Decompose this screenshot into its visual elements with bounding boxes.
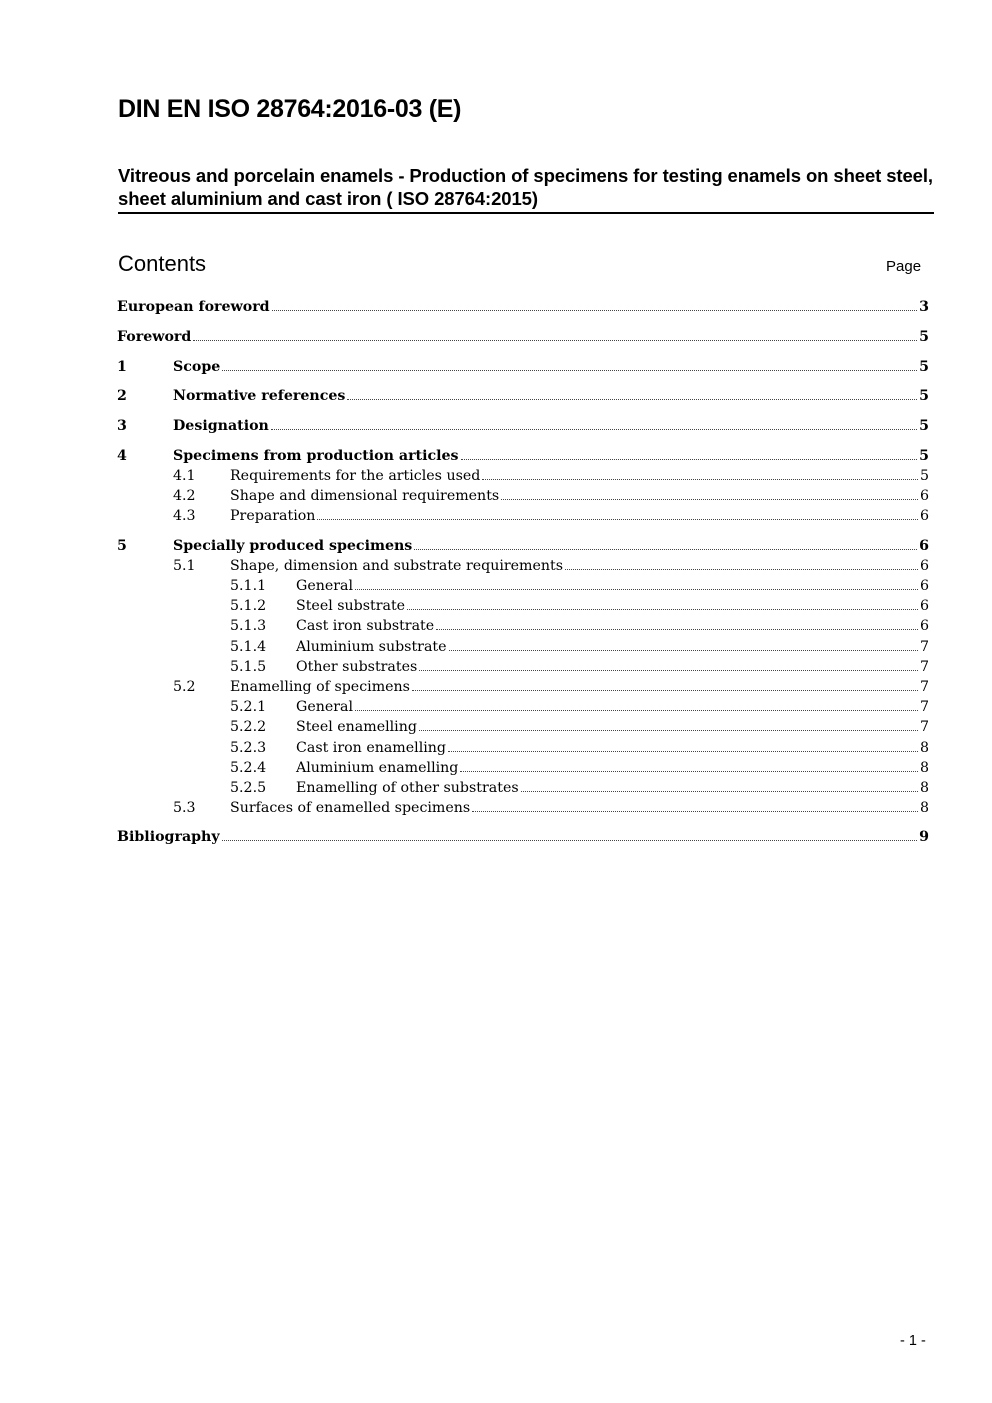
toc-entry-number: 2 [117, 388, 127, 404]
toc-entry-page: 6 [919, 538, 929, 554]
toc-entry[interactable] [117, 657, 929, 677]
toc-entry[interactable] [117, 506, 929, 526]
toc-entry[interactable] [117, 357, 929, 377]
toc-entry-title: Steel enamelling [296, 719, 417, 735]
toc-dot-leader [449, 650, 918, 651]
toc-entry[interactable] [117, 827, 929, 847]
toc-entry-line [173, 357, 929, 377]
toc-entry[interactable] [117, 297, 929, 317]
toc-entry-title: Surfaces of enamelled specimens [230, 800, 471, 816]
toc-entry-line [230, 556, 929, 576]
toc-entry-page: 8 [919, 800, 929, 816]
toc-dot-leader [272, 310, 918, 311]
toc-entry-line [173, 536, 929, 556]
toc-entry-number: 3 [117, 418, 127, 434]
toc-dot-leader [271, 429, 917, 430]
toc-entry[interactable] [117, 697, 929, 717]
toc-entry-line [230, 486, 929, 506]
toc-entry-number: 5 [117, 538, 127, 554]
toc-entry-number: 5.2.2 [230, 719, 267, 735]
toc-entry-line [230, 506, 929, 526]
toc-entry-page: 8 [919, 780, 929, 796]
toc-entry-title: Preparation [230, 508, 316, 524]
toc-entry-line [230, 798, 929, 818]
contents-heading: Contents [118, 251, 207, 276]
toc-entry-title: General [296, 578, 354, 594]
toc-entry-page: 7 [919, 719, 929, 735]
toc-entry-number: 5.1.3 [230, 618, 267, 634]
toc-entry-title: Enamelling of specimens [230, 679, 410, 695]
toc-entry-number: 4.1 [173, 468, 196, 484]
toc-entry-line [296, 637, 929, 657]
toc-entry-number: 5.2.1 [230, 699, 267, 715]
toc-entry-page: 5 [919, 388, 929, 404]
toc-dot-leader [448, 751, 918, 752]
toc-entry-title: Foreword [117, 329, 192, 345]
toc-entry-line [296, 778, 929, 798]
toc-entry-line [296, 576, 929, 596]
document-subtitle: Vitreous and porcelain enamels - Production of specimens for testing enamels on sheet steel, sheet aluminium and cast iron ( ISO 28764:2015) [118, 164, 934, 214]
toc-entry[interactable] [117, 798, 929, 818]
toc-entry-line [117, 827, 929, 847]
toc-entry-number: 1 [117, 359, 127, 375]
toc-entry[interactable] [117, 758, 929, 778]
toc-entry-page: 6 [919, 578, 929, 594]
toc-dot-leader [407, 609, 918, 610]
toc-entry-page: 6 [919, 558, 929, 574]
toc-entry[interactable] [117, 556, 929, 576]
toc-entry[interactable] [117, 386, 929, 406]
toc-entry-title: Cast iron enamelling [296, 740, 446, 756]
toc-entry-title: European foreword [117, 299, 270, 315]
toc-entry-line [230, 677, 929, 697]
toc-entry-line [296, 697, 929, 717]
toc-entry-line [117, 327, 929, 347]
toc-entry-page: 6 [919, 488, 929, 504]
toc-entry-page: 6 [919, 618, 929, 634]
toc-dot-leader [222, 370, 917, 371]
document-id: DIN EN ISO 28764:2016-03 (E) [118, 95, 462, 123]
toc-entry[interactable] [117, 536, 929, 556]
toc-entry-number: 4.2 [173, 488, 196, 504]
toc-entry-number: 5.2 [173, 679, 196, 695]
toc-entry-line [296, 657, 929, 677]
toc-entry-page: 8 [919, 760, 929, 776]
toc-entry-line [230, 466, 929, 486]
toc-entry-page: 7 [919, 699, 929, 715]
toc-entry-line [173, 386, 929, 406]
toc-dot-leader [565, 569, 918, 570]
toc-entry-title: Normative references [173, 388, 346, 404]
page-column-heading: Page [886, 258, 922, 275]
toc-entry-title: Aluminium enamelling [296, 760, 459, 776]
toc-entry-line [296, 616, 929, 636]
toc-entry-number: 5.2.5 [230, 780, 267, 796]
toc-entry-line [296, 596, 929, 616]
toc-entry[interactable] [117, 327, 929, 347]
toc-entry[interactable] [117, 738, 929, 758]
toc-entry-page: 7 [919, 639, 929, 655]
toc-entry-page: 5 [919, 359, 929, 375]
toc-dot-leader [460, 771, 918, 772]
toc-entry-line [296, 758, 929, 778]
toc-entry-number: 5.3 [173, 800, 196, 816]
toc-entry-number: 5.2.3 [230, 740, 267, 756]
toc-dot-leader [355, 710, 918, 711]
toc-dot-leader [436, 629, 918, 630]
toc-entry-page: 6 [919, 598, 929, 614]
toc-dot-leader [419, 730, 918, 731]
toc-entry-title: Specially produced specimens [173, 538, 413, 554]
toc-dot-leader [414, 549, 917, 550]
toc-entry-number: 5.1.1 [230, 578, 267, 594]
toc-entry[interactable] [117, 576, 929, 596]
toc-entry[interactable] [117, 466, 929, 486]
toc-dot-leader [419, 670, 918, 671]
toc-entry-number: 5.1 [173, 558, 196, 574]
toc-entry-title: Aluminium substrate [296, 639, 447, 655]
toc-dot-leader [461, 459, 918, 460]
toc-entry-line [173, 446, 929, 466]
toc-entry-title: Specimens from production articles [173, 448, 459, 464]
toc-entry-line [296, 717, 929, 737]
toc-dot-leader [521, 791, 918, 792]
toc-entry-title: Designation [173, 418, 269, 434]
toc-entry-title: Cast iron substrate [296, 618, 435, 634]
toc-entry-line [117, 297, 929, 317]
toc-entry-title: General [296, 699, 354, 715]
toc-entry-page: 9 [919, 829, 929, 845]
toc-dot-leader [472, 811, 918, 812]
toc-entry-title: Shape, dimension and substrate requirements [230, 558, 564, 574]
toc-entry-line [296, 738, 929, 758]
toc-entry[interactable] [117, 778, 929, 798]
toc-dot-leader [482, 479, 918, 480]
toc-entry-page: 5 [919, 448, 929, 464]
toc-entry-number: 4 [117, 448, 127, 464]
toc-entry[interactable] [117, 416, 929, 436]
toc-entry-page: 7 [919, 659, 929, 675]
toc-dot-leader [412, 690, 918, 691]
toc-entry-page: 7 [919, 679, 929, 695]
toc-entry[interactable] [117, 486, 929, 506]
toc-entry-title: Steel substrate [296, 598, 406, 614]
toc-entry[interactable] [117, 717, 929, 737]
toc-dot-leader [317, 519, 918, 520]
toc-entry-title: Enamelling of other substrates [296, 780, 519, 796]
toc-entry-page: 5 [919, 468, 929, 484]
toc-entry-number: 5.1.2 [230, 598, 267, 614]
toc-entry-number: 5.1.5 [230, 659, 267, 675]
toc-dot-leader [347, 399, 917, 400]
toc-entry[interactable] [117, 637, 929, 657]
toc-entry-page: 5 [919, 418, 929, 434]
toc-entry-page: 6 [919, 508, 929, 524]
toc-entry-title: Shape and dimensional requirements [230, 488, 500, 504]
toc-entry-title: Bibliography [117, 829, 220, 845]
toc-dot-leader [222, 840, 918, 841]
toc-entry-title: Requirements for the articles used [230, 468, 481, 484]
toc-entry[interactable] [117, 596, 929, 616]
toc-entry-page: 3 [919, 299, 929, 315]
toc-dot-leader [501, 499, 918, 500]
toc-entry-title: Other substrates [296, 659, 418, 675]
toc-entry[interactable] [117, 446, 929, 466]
toc-entry-line [173, 416, 929, 436]
toc-dot-leader [193, 340, 917, 341]
toc-entry-page: 8 [919, 740, 929, 756]
toc-entry-number: 5.2.4 [230, 760, 267, 776]
toc-dot-leader [355, 589, 918, 590]
toc-entry-number: 4.3 [173, 508, 196, 524]
toc-entry-page: 5 [919, 329, 929, 345]
toc-entry-title: Scope [173, 359, 221, 375]
footer-page-number: - 1 - [900, 1333, 926, 1349]
toc-entry[interactable] [117, 677, 929, 697]
toc-entry[interactable] [117, 616, 929, 636]
toc-entry-number: 5.1.4 [230, 639, 267, 655]
